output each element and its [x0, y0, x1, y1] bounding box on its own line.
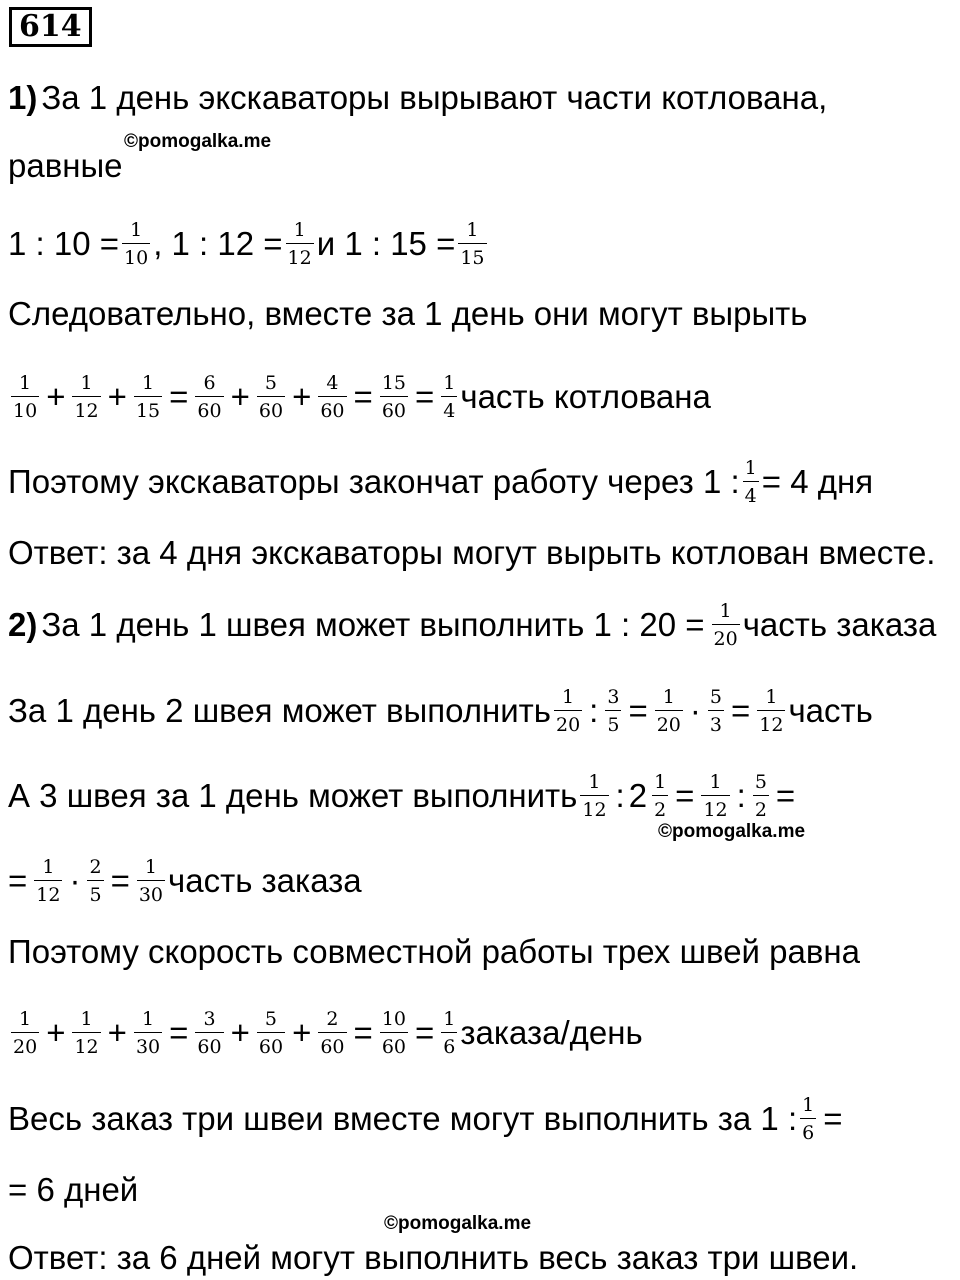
fraction: $\frac{1}{6}$: [443, 1008, 456, 1058]
fraction: $\frac{1}{20}$: [713, 600, 738, 650]
part2-answer: Ответ: за 6 дней могут выполнить весь заказ три швеи.: [8, 1239, 859, 1276]
part1-consequence: Следовательно, вместе за 1 день они могут вырыть: [8, 295, 808, 332]
fraction: $\frac{1}{12}$: [287, 219, 312, 269]
fraction: $\frac{1}{4}$: [443, 372, 456, 422]
part2-line2-text: За 1 день 2 швея может выполнить: [8, 692, 551, 729]
fraction: $\frac{3}{5}$: [607, 686, 620, 736]
fraction: $\frac{1}{15}$: [460, 219, 485, 269]
part2-label: 2): [8, 606, 38, 643]
part2-line4-tail: часть заказа: [168, 862, 362, 899]
fraction: $\frac{5}{3}$: [709, 686, 722, 736]
part1-answer: Ответ: за 4 дня экскаваторы могут вырыть котлован вместе.: [8, 534, 936, 571]
fraction: $\frac{15}{60}$: [381, 372, 406, 422]
part1-intro2-line: [8, 146, 956, 186]
part1-intro-line: [8, 78, 956, 118]
part2-line1-text: За 1 день 1 швея может выполнить 1 : 20 =: [41, 606, 705, 643]
watermark: ©pomogalka.me: [124, 131, 272, 152]
part2-line4: = $\frac{1}{12}$ · $\frac{2}{5}$ = $\frac{1}{30}$ часть заказа: [8, 856, 362, 906]
fraction: $\frac{1}{30}$: [135, 1008, 161, 1058]
part2-whole-text: Весь заказ три швеи вместе могут выполнить за 1 :: [8, 1100, 798, 1137]
fraction: $\frac{1}{15}$: [135, 372, 161, 422]
part2-line1: [8, 600, 956, 650]
therefore-text: Поэтому экскаваторы закончат работу через 1 :: [8, 463, 740, 500]
watermark: ©pomogalka.me: [658, 821, 806, 842]
part2-speed: Поэтому скорость совместной работы трех швей равна: [8, 933, 860, 970]
problem-number: 614: [9, 7, 92, 47]
part2-sum: $\frac{1}{20}$ + $\frac{1}{12}$ + $\frac{1}{30}$ = $\frac{3}{60}$ + $\frac{5}{60}$ + $\frac{2}{60}$ = $\frac{10}{60}$ = $\frac{1}{6}$ заказа/день: [13, 1008, 643, 1058]
fraction: $\frac{1}{20}$: [656, 686, 681, 736]
fraction: $\frac{1}{12}$: [582, 771, 607, 821]
part2-line2-tail: часть: [788, 692, 873, 729]
part1-therefore: [8, 457, 956, 507]
fraction: $\frac{3}{60}$: [197, 1008, 222, 1058]
fraction: $\frac{1}{12}$: [74, 1008, 99, 1058]
fraction: $\frac{1}{12}$: [703, 771, 728, 821]
part2-line1-tail: часть заказа: [742, 606, 937, 643]
fraction: $\frac{2}{60}$: [320, 1008, 345, 1058]
eq1-and: и 1 : 15 =: [316, 225, 456, 262]
fraction: $\frac{1}{6}$: [802, 1094, 815, 1144]
part2-sum-tail: заказа/день: [460, 1014, 643, 1051]
eq1-sep: , 1 : 12 =: [153, 225, 283, 262]
part1-eq1: [8, 219, 956, 269]
fraction: $\frac{5}{60}$: [258, 372, 284, 422]
part1-label: 1): [8, 79, 38, 116]
fraction: $\frac{1}{30}$: [138, 856, 164, 906]
fraction: $\frac{2}{5}$: [89, 856, 102, 906]
part2-line3: А 3 швея за 1 день может выполнить $\frac{1}{12}$ : 2 $\frac{1}{2}$ = $\frac{1}{12}$ : $\frac{5}{2}$ =: [8, 771, 796, 821]
part2-result: = 6 дней: [8, 1171, 139, 1208]
fraction: $\frac{1}{12}$: [36, 856, 61, 906]
part2-line3-text: А 3 швея за 1 день может выполнить: [8, 777, 578, 814]
fraction: $\frac{1}{12}$: [74, 372, 99, 422]
fraction: $\frac{6}{60}$: [197, 372, 222, 422]
mixed-number: 2 $\frac{1}{2}$: [628, 771, 667, 821]
fraction: $\frac{1}{10}$: [124, 219, 149, 269]
watermark: ©pomogalka.me: [384, 1213, 532, 1234]
part1-intro2: равные: [8, 147, 123, 184]
fraction: $\frac{5}{2}$: [754, 771, 767, 821]
fraction: $\frac{4}{60}$: [320, 372, 345, 422]
part1-intro: За 1 день экскаваторы вырывают части котлована,: [41, 79, 828, 116]
therefore-tail: = 4 дня: [761, 463, 874, 500]
fraction: $\frac{1}{12}$: [759, 686, 784, 736]
fraction: $\frac{5}{60}$: [258, 1008, 284, 1058]
eq1-lhs: 1 : 10 =: [8, 225, 120, 262]
fraction: $\frac{1}{10}$: [13, 372, 38, 422]
part1-sum: $\frac{1}{10}$ + $\frac{1}{12}$ + $\frac{1}{15}$ = $\frac{6}{60}$ + $\frac{5}{60}$ + $\frac{4}{60}$ = $\frac{15}{60}$ = $\frac{1}{4}$ часть котлована: [13, 372, 711, 422]
part2-whole: Весь заказ три швеи вместе могут выполнить за 1 : $\frac{1}{6}$ =: [8, 1094, 843, 1144]
fraction: $\frac{1}{20}$: [13, 1008, 38, 1058]
fraction: $\frac{1}{4}$: [744, 457, 757, 507]
part2-line2: За 1 день 2 швея может выполнить $\frac{1}{20}$ : $\frac{3}{5}$ = $\frac{1}{20}$ · $\frac{5}{3}$ = $\frac{1}{12}$ часть: [8, 686, 873, 736]
fraction: $\frac{1}{20}$: [555, 686, 581, 736]
part1-sum-tail: часть котлована: [460, 378, 711, 415]
fraction: $\frac{10}{60}$: [381, 1008, 406, 1058]
